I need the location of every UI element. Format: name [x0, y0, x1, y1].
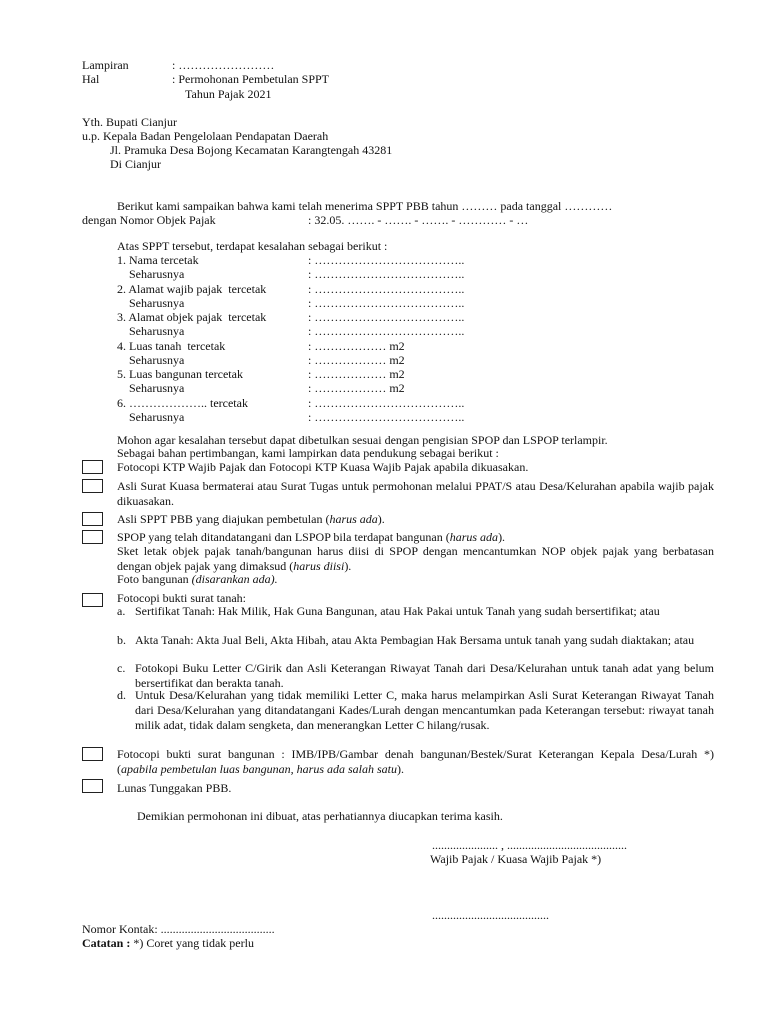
addressee-yth: Yth. Bupati Cianjur [82, 115, 177, 129]
checkbox-surat-kuasa[interactable] [82, 479, 103, 493]
list-text: Akta Tanah: Akta Jual Beli, Akta Hibah, atau Akta Pembagian Hak Bersama untuk tanah yang sudah diaktakan; atau [135, 633, 695, 647]
checkbox-surat-tanah[interactable] [82, 593, 103, 607]
error-row-value: : ……………………………….. [308, 310, 465, 324]
intro-nop-label: dengan Nomor Objek Pajak [82, 213, 216, 227]
error-row-label: Seharusnya [117, 381, 185, 395]
lampiran-value: : …………………… [172, 58, 275, 72]
error-row-label: 5. Luas bangunan tercetak [117, 367, 243, 381]
addressee-up: u.p. Kepala Badan Pengelolaan Pendapatan Daerah [82, 129, 329, 143]
error-row-label: 6. ……………….. tercetak [117, 396, 248, 410]
errors-heading: Atas SPPT tersebut, terdapat kesalahan sebagai berikut : [117, 239, 388, 253]
error-row-label: Seharusnya [117, 324, 185, 338]
addressee-street: Jl. Pramuka Desa Bojong Kecamatan Karangtengah 43281 [110, 143, 393, 157]
intro-nop-value: : 32.05. ……. - ……. - ……. - ………… - … [308, 213, 529, 227]
signature-role: Wajib Pajak / Kuasa Wajib Pajak *) [430, 852, 602, 866]
error-row-value: : ……………………………….. [308, 396, 465, 410]
note-line: Catatan : *) Coret yang tidak perlu [82, 936, 254, 950]
hal-value: : Permohonan Pembetulan SPPT [172, 72, 329, 86]
error-row-label: 1. Nama tercetak [117, 253, 199, 267]
error-row-label: Seharusnya [117, 410, 185, 424]
item-lunas-pbb: Lunas Tunggakan PBB. [117, 781, 232, 795]
checkbox-lunas-pbb[interactable] [82, 779, 103, 793]
contact-line: Nomor Kontak: ...................................... [82, 922, 275, 936]
item-ktp: Fotocopi KTP Wajib Pajak dan Fotocopi KTP Kuasa Wajib Pajak apabila dikuasakan. [117, 460, 529, 474]
error-row-value: : ……………… m2 [308, 353, 405, 367]
checkbox-sppt[interactable] [82, 512, 103, 526]
list-letter: b. [117, 633, 126, 647]
error-row-label: 2. Alamat wajib pajak tercetak [117, 282, 267, 296]
intro-line1: Berikut kami sampaikan bahwa kami telah menerima SPPT PBB tahun ……… pada tanggal ………… [117, 199, 613, 213]
lampiran-label: Lampiran [82, 58, 129, 72]
item-spop: SPOP yang telah ditandatangani dan LSPOP bila terdapat bangunan (harus ada). [117, 530, 506, 544]
item-surat-tanah: Fotocopi bukti surat tanah: [117, 591, 246, 605]
list-letter: a. [117, 604, 126, 618]
item-foto-bangunan: Foto bangunan (disarankan ada). [117, 572, 278, 586]
request-line1: Mohon agar kesalahan tersebut dapat dibetulkan sesuai dengan pengisian SPOP dan LSPOP terlampir. [117, 433, 608, 447]
list-letter: c. [117, 661, 126, 675]
signature-name-line: ....................................... [432, 908, 549, 922]
error-row-label: 4. Luas tanah tercetak [117, 339, 226, 353]
error-row-label: Seharusnya [117, 353, 185, 367]
error-row-value: : ……………… m2 [308, 339, 405, 353]
closing-text: Demikian permohonan ini dibuat, atas perhatiannya diucapkan terima kasih. [137, 809, 503, 823]
signature-place-date: ...................... , ........................................ [432, 838, 627, 852]
item-sppt: Asli SPPT PBB yang diajukan pembetulan (harus ada). [117, 512, 385, 526]
error-row-value: : ……………………………….. [308, 296, 465, 310]
hal-label: Hal [82, 72, 100, 86]
checkbox-ktp[interactable] [82, 460, 103, 474]
request-line2: Sebagai bahan pertimbangan, kami lampirkan data pendukung sebagai berikut : [117, 446, 499, 460]
item-surat-kuasa: Asli Surat Kuasa bermaterai atau Surat Tugas untuk permohonan melalui PPAT/S atau Desa/Kelurahan apabila wajib pajak dikuasakan. [117, 479, 714, 508]
list-text: Untuk Desa/Kelurahan yang tidak memiliki Letter C, maka harus melampirkan Asli Surat Keterangan Riwayat Tanah dari Desa/Kelurahan yang ditandatangani Kades/Lurah dengan mencantumkan pada Keterangan tersebut: riwayat tanah milik adat, tidak dalam sengketa, dan menerangkan Letter C hilang/rusak. [135, 688, 714, 732]
item-surat-bangunan: Fotocopi bukti surat bangunan : IMB/IPB/Gambar denah bangunan/Bestek/Surat Keterangan Kepala Desa/Lurah *) (apabila pembetulan luas bangunan, harus ada salah satu). [117, 747, 714, 776]
error-row-value: : ……………………………….. [308, 253, 465, 267]
list-text: Sertifikat Tanah: Hak Milik, Hak Guna Bangunan, atau Hak Pakai untuk Tanah yang sudah bersertifikat; atau [135, 604, 660, 618]
checkbox-spop[interactable] [82, 530, 103, 544]
error-row-value: : ……………… m2 [308, 381, 405, 395]
list-text: Fotokopi Buku Letter C/Girik dan Asli Keterangan Riwayat Tanah dari Desa/Kelurahan untuk tanah adat yang belum bersertifikat dan berakta tanah. [135, 661, 714, 690]
error-row-value: : ……………………………….. [308, 410, 465, 424]
tahun-pajak: Tahun Pajak 2021 [185, 87, 272, 101]
addressee-city: Di Cianjur [110, 157, 161, 171]
list-letter: d. [117, 688, 126, 702]
error-row-label: Seharusnya [117, 267, 185, 281]
error-row-label: 3. Alamat objek pajak tercetak [117, 310, 267, 324]
error-row-label: Seharusnya [117, 296, 185, 310]
checkbox-surat-bangunan[interactable] [82, 747, 103, 761]
item-sket: Sket letak objek pajak tanah/bangunan harus diisi di SPOP dengan mencantumkan NOP objek pajak yang berbatasan dengan objek pajak yang dimaksud (harus diisi). [117, 544, 714, 573]
error-row-value: : ……………… m2 [308, 367, 405, 381]
error-row-value: : ……………………………….. [308, 282, 465, 296]
error-row-value: : ……………………………….. [308, 324, 465, 338]
error-row-value: : ……………………………….. [308, 267, 465, 281]
